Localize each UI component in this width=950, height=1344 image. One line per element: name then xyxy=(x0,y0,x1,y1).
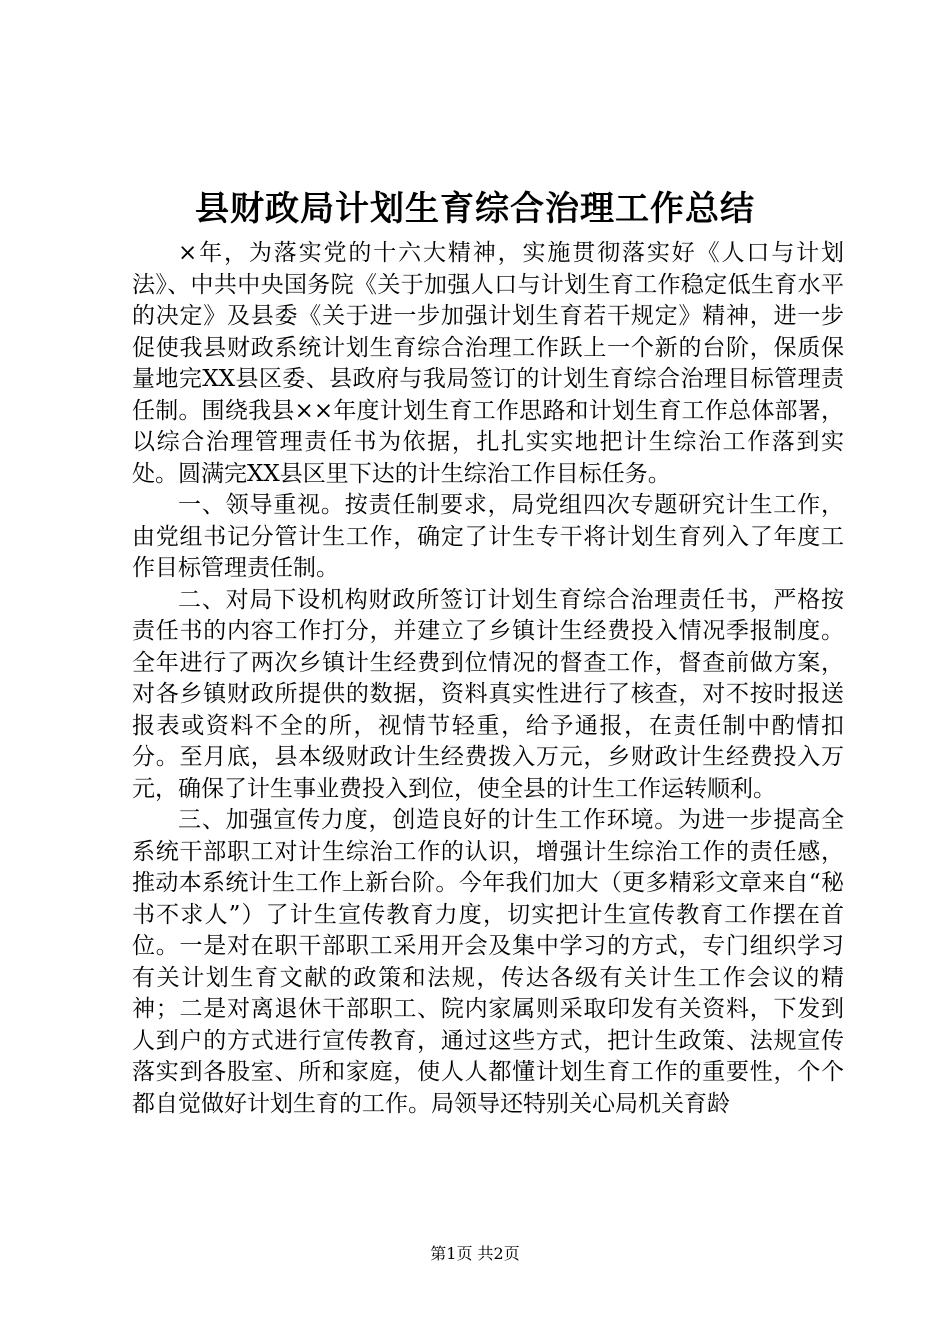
paragraph-section-3: 三、加强宣传力度，创造良好的计生工作环境。为进一步提高全系统干部职工对计生综治工作的认识，增强计生综治工作的责任感，推动本系统计生工作上新台阶。今年我们加大（更多精彩文章来自“秘书不求人”）了计生宣传教育力度，切实把计生宣传教育工作摆在首位。一是对在职干部职工采用开会及集中学习的方式，专门组织学习有关计划生育文献的政策和法规，传达各级有关计生工作会议的精神；二是对离退休干部职工、院内家属则采取印发有关资料，下发到人到户的方式进行宣传教育，通过这些方式，把计生政策、法规宣传落实到各股室、所和家庭，使人人都懂计划生育工作的重要性，个个都自觉做好计划生育的工作。局领导还特别关心局机关育龄 xyxy=(132,807,844,1117)
document-body xyxy=(132,238,844,1120)
paragraph-section-2: 二、对局下设机构财政所签订计划生育综合治理责任书，严格按责任书的内容工作打分，并建立了乡镇计生经费投入情况季报制度。全年进行了两次乡镇计生经费到位情况的督查工作，督查前做方案，对各乡镇财政所提供的数据，资料真实性进行了核查，对不按时报送报表或资料不全的所，视情节轻重，给予通报，在责任制中酌情扣分。至月底，县本级财政计生经费拨入万元，乡财政计生经费投入万元，确保了计生事业费投入到位，使全县的计生工作运转顺利。 xyxy=(132,586,844,802)
page-footer: 第1页 共2页 xyxy=(430,1244,520,1263)
paragraph-section-1: 一、领导重视。按责任制要求，局党组四次专题研究计生工作，由党组书记分管计生工作，确定了计生专干将计划生育列入了年度工作目标管理责任制。 xyxy=(132,492,844,581)
paragraph-intro: ×年，为落实党的十六大精神，实施贯彻落实好《人口与计划法》、中共中央国务院《关于加强人口与计划生育工作稳定低生育水平的决定》及县委《关于进一步加强计划生育若干规定》精神，进一步促使我县财政系统计划生育综合治理工作跃上一个新的台阶，保质保量地完XX县区委、县政府与我局签订的计划生育综合治理目标管理责任制。围绕我县××年度计划生育工作思路和计划生育工作总体部署，以综合治理管理责任书为依据，扎扎实实地把计生综治工作落到实处。圆满完XX县区里下达的计生综治工作目标任务。 xyxy=(132,240,844,487)
document-title: 县财政局计划生育综合治理工作总结 xyxy=(195,189,755,229)
